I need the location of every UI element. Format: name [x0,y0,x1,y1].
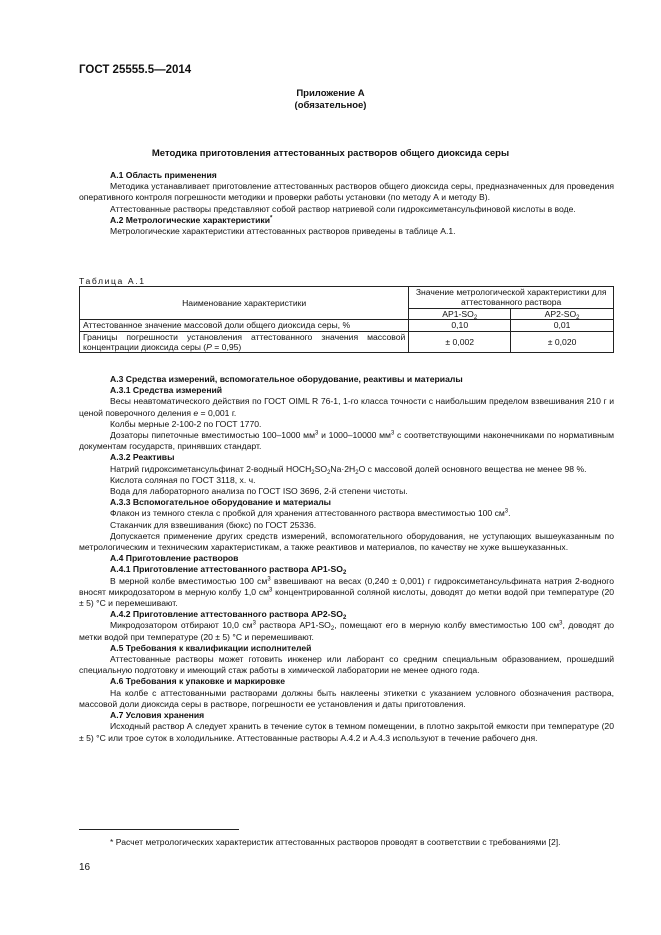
heading-a4: А.4 Приготовление растворов [110,553,239,564]
footnote-marker: * [270,215,273,222]
table-cell-ap1: ± 0,002 [409,331,511,353]
footnote-divider [79,829,239,830]
heading-a4-2: А.4.2 Приготовление аттестованного раствора $АР2-SO_2$ [110,609,347,622]
table-header-value: Значение метрологической характеристики для аттестованного раствора [409,287,614,309]
page-number: 16 [79,862,91,873]
paragraph-a6: На колбе с аттестованными растворами должны быть наклеены этикетки с указанием условного обозначения раствора, массовой доли диоксида серы в растворе, погрешности ее установления и даты приготовления. [79,687,614,709]
heading-a2: А.2 Метрологические характеристики* [110,214,273,225]
table-row [80,331,614,353]
heading-a6: А.6 Требования к упаковке и маркировке [110,676,285,687]
metrology-table [79,286,614,353]
appendix-status: (обязательное) [294,100,367,111]
table-row [80,320,614,331]
heading-a5: А.5 Требования к квалификации исполнителей [110,642,312,653]
table-header-ap1: $АР1-SO_2$ [409,308,511,319]
table-cell-ap1: 0,10 [409,320,511,331]
heading-a3-2: А.3.2 Реактивы [110,452,175,463]
paragraph-allowed: Допускается применение других средств измерений, вспомогательного оборудования, не уступающих вышеуказанным по метрологическим и техническим характеристикам, а также реактивов и материалов, по качеству не хуже вышеуказанных. [79,530,614,553]
table-header-ap2: $АР2-SO_2$ [511,308,614,319]
paragraph-vial: Флакон из темного стекла с пробкой для хранения аттестованного раствора вместимостью 100 $см^3$. [110,508,511,519]
paragraph-a1-solutions: Аттестованные растворы представляют собой раствор натриевой соли гидроксиметансульфиновой кислоты в воде. [110,203,576,214]
paragraph-a5: Аттестованные растворы может готовить инженер или лаборант со средним специальным образованием, прошедший специальную подготовку и имеющий стаж работы в химической лаборатории не менее одного года. [79,654,614,676]
heading-a3-3: А.3.3 Вспомогательное оборудование и материалы [110,497,332,508]
footnote: * Расчет метрологических характеристик аттестованных растворов проводят в соответствии с требованиями [2]. [110,837,561,847]
heading-a4-1: А.4.1 Приготовление аттестованного раствора $АР1-SO_2$ [110,564,347,577]
paragraph-a1-scope: Методика устанавливает приготовление аттестованных растворов общего диоксида серы, предназначенных для проведения оперативного контроля погрешности методики и проверки работы установки (по методу А и методу В). [79,181,614,203]
paragraph-scales: Весы неавтоматического действия по ГОСТ OIML R 76-1, 1-го класса точности с наибольшим пределом взвешивания 210 г и ценой поверочного деления e = 0,001 г. [79,396,614,418]
table-cell-ap2: ± 0,020 [511,331,614,353]
table-cell-name: Аттестованное значение массовой доли общего диоксида серы, % [80,320,409,331]
heading-a3: А.3 Средства измерений, вспомогательное оборудование, реактивы и материалы [110,374,463,384]
appendix-title: Приложение А [296,88,365,99]
paragraph-a4-2: Микродозатором отбирают 10,0 $см^3$ раствора $АР1-SO_2$, помещают его в мерную колбу вместимостью 100 $см^3$, доводят до метки водой при температуре (20 ± 5) °С и перемешивают. [79,620,614,642]
table-header-name: Наименование характеристики [80,287,409,320]
paragraph-dosers: Дозаторы пипеточные вместимостью 100–1000 $мм^3$ и 1000–10000 $мм^3$ с соответствующими наконечниками по нормативным документам государств, принявших стандарт. [79,430,614,452]
table-caption: Таблица А.1 [79,276,146,286]
paragraph-flasks: Колбы мерные 2-100-2 по ГОСТ 1770. [110,418,262,429]
paragraph-cup: Стаканчик для взвешивания (бюкс) по ГОСТ 25336. [110,519,317,530]
paragraph-a2: Метрологические характеристики аттестованных растворов приведены в таблице А.1. [110,226,456,237]
paragraph-water: Вода для лабораторного анализа по ГОСТ ISO 3696, 2-й степени чистоты. [110,486,408,497]
heading-a3-1: А.3.1 Средства измерений [110,385,223,396]
paragraph-a7: Исходный раствор А следует хранить в течение суток в темном помещении, в плотно закрытой емкости при температуре (20 ± 5) °С или трое суток в холодильнике. Аттестованные растворы А.4.2 и А.4.3 используют в течение рабочего дня. [79,721,614,743]
paragraph-reagent: Натрий гидроксиметансульфинат 2-водный $HOCH_2SO_2Na\cdot 2H_2O$ с массовой долей основного вещества не менее 98 %. [110,463,587,476]
sections-a1-a2 [79,170,614,237]
document-id: ГОСТ 25555.5—2014 [79,64,192,76]
heading-a1: А.1 Область применения [110,170,217,180]
paragraph-a4-1: В мерной колбе вместимостью 100 $см^3$ взвешивают на весах (0,240 ± 0,001) г гидроксиметансульфината натрия 2-водного вносят микродозатором в мерную колбу 1,0 $см^3$ концентрированной соляной кислоты, доводят до метки водой при температуре (20 ± 5) °С и перемешивают. [79,575,615,609]
sections-a3-a7 [79,374,614,744]
table-cell-ap2: 0,01 [511,320,614,331]
paragraph-acid: Кислота соляная по ГОСТ 3118, х. ч. [110,474,256,485]
heading-a7: А.7 Условия хранения [110,710,205,721]
table-cell-name: Границы погрешности установления аттестованного значения массовой концентрации диоксида серы (P = 0,95) [80,331,409,353]
main-title: Методика приготовления аттестованных растворов общего диоксида серы [151,148,510,159]
